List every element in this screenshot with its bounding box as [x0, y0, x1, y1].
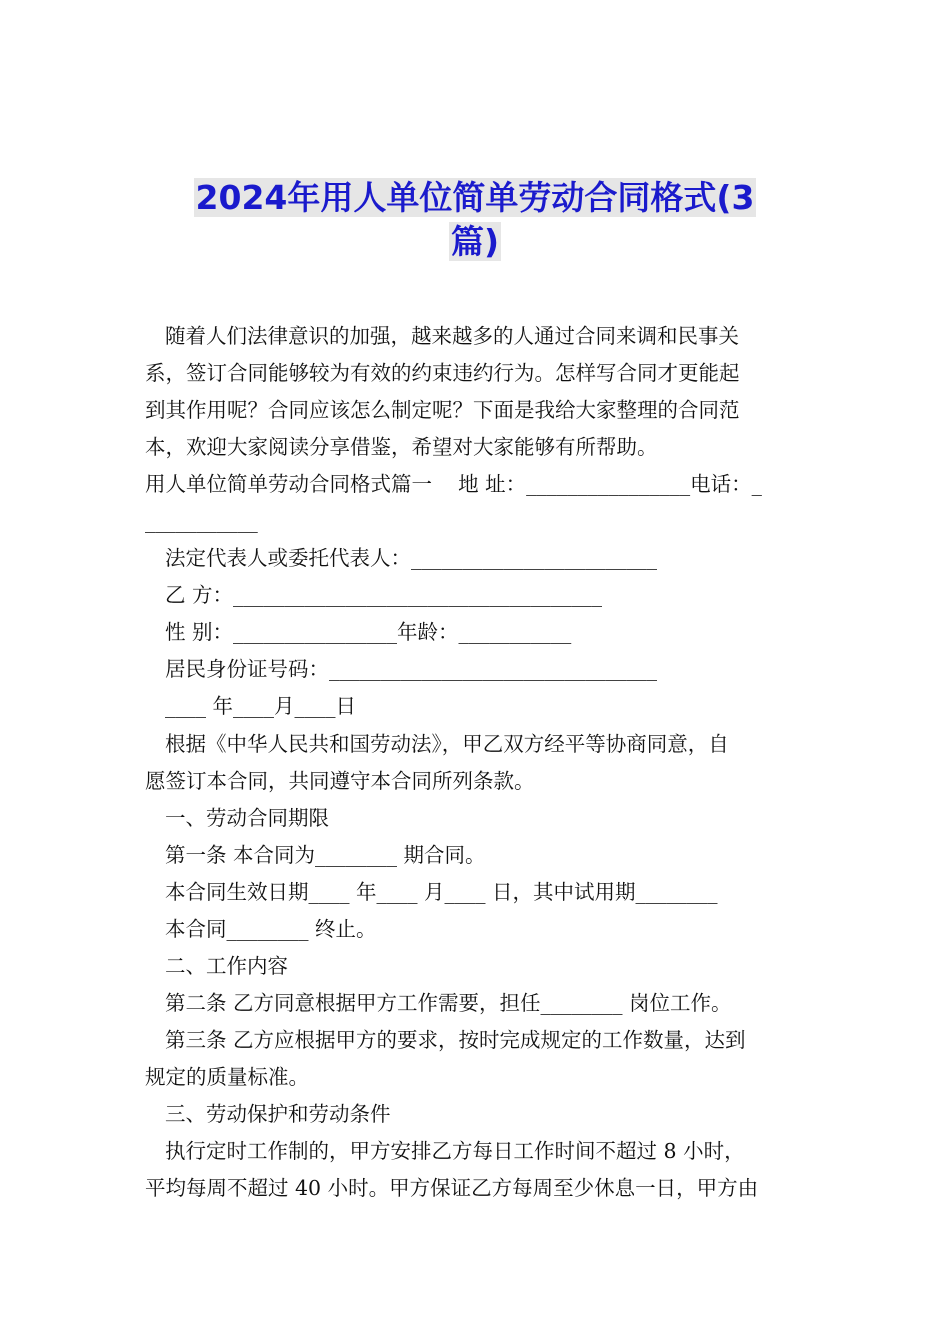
document-title-line-1: 2024年用人单位简单劳动合同格式(3 — [195, 178, 755, 217]
intro-line-4: 本，欢迎大家阅读分享借鉴，希望对大家能够有所帮助。 — [145, 435, 658, 459]
contract-heading-line: 用人单位简单劳动合同格式篇一 地 址：________________电话：_ — [145, 472, 762, 496]
id-number-field: 居民身份证号码：________________________________ — [165, 657, 657, 681]
section-1-heading: 一、劳动合同期限 — [165, 806, 329, 830]
effective-date-line: 本合同生效日期____ 年____ 月____ 日，其中试用期________ — [165, 880, 718, 904]
section-2-heading: 二、工作内容 — [165, 954, 288, 978]
article-1: 第一条 本合同为________ 期合同。 — [165, 843, 486, 867]
article-2: 第二条 乙方同意根据甲方工作需要，担任________ 岗位工作。 — [165, 991, 732, 1015]
basis-line-2: 愿签订本合同，共同遵守本合同所列条款。 — [145, 769, 535, 793]
article-3-line-2: 规定的质量标准。 — [145, 1065, 309, 1089]
basis-line-1: 根据《中华人民共和国劳动法》，甲乙双方经平等协商同意，自 — [165, 732, 729, 756]
gender-age-field: 性 别：________________年龄：___________ — [165, 620, 572, 644]
representative-field: 法定代表人或委托代表人：________________________ — [165, 546, 657, 570]
intro-line-2: 系，签订合同能够较为有效的约束违约行为。怎样写合同才更能起 — [145, 361, 740, 385]
work-hours-line-2: 平均每周不超过 40 小时。甲方保证乙方每周至少休息一日，甲方由 — [145, 1176, 759, 1200]
document-title-line-2: 篇) — [450, 222, 500, 261]
termination-line: 本合同________ 终止。 — [165, 917, 377, 941]
work-hours-line-1: 执行定时工作制的，甲方安排乙方每日工作时间不超过 8 小时， — [165, 1139, 745, 1163]
intro-line-1: 随着人们法律意识的加强，越来越多的人通过合同来调和民事关 — [165, 324, 739, 348]
intro-line-3: 到其作用呢？合同应该怎么制定呢？下面是我给大家整理的合同范 — [145, 398, 740, 422]
article-3-line-1: 第三条 乙方应根据甲方的要求，按时完成规定的工作数量，达到 — [165, 1028, 746, 1052]
date-field: ____ 年____月____日 — [165, 694, 357, 718]
party-b-field: 乙 方：____________________________________ — [165, 583, 603, 607]
section-3-heading: 三、劳动保护和劳动条件 — [165, 1102, 391, 1126]
contract-heading-continuation: ___________ — [145, 509, 258, 533]
